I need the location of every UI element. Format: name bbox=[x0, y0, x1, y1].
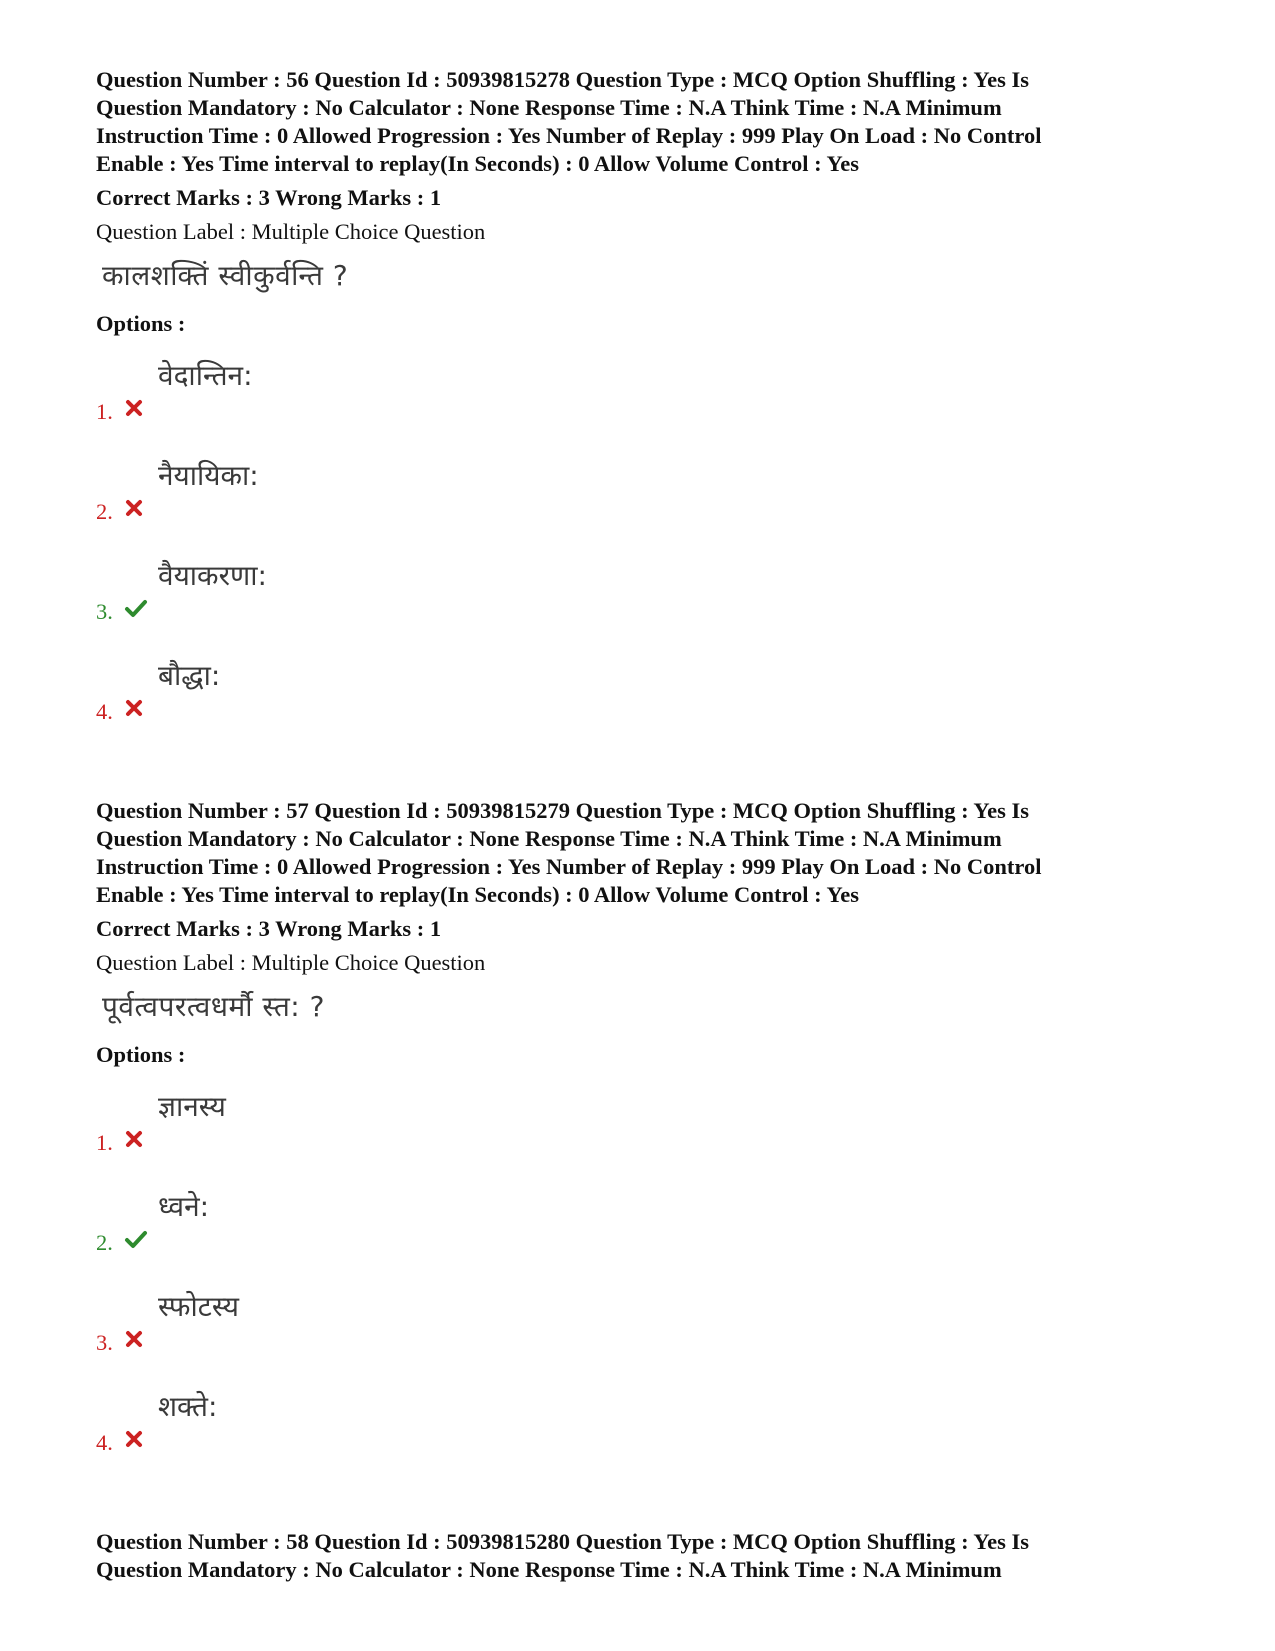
check-icon bbox=[124, 598, 144, 618]
option-item bbox=[96, 556, 1176, 656]
option-item bbox=[96, 1387, 1176, 1487]
meta-line: Question Number : 58 Question Id : 50939815280 Question Type : MCQ Option Shuffling : Yes Is bbox=[96, 1529, 1030, 1554]
meta-line: Question Mandatory : No Calculator : None Response Time : N.A Think Time : N.A Minimum bbox=[96, 95, 1002, 120]
option-number: 3. bbox=[96, 1330, 113, 1355]
cross-icon bbox=[124, 498, 144, 518]
meta-line: Instruction Time : 0 Allowed Progression : Yes Number of Replay : 999 Play On Load : No Control bbox=[96, 854, 1042, 879]
cross-icon bbox=[124, 1429, 144, 1449]
meta-line: Question Mandatory : No Calculator : None Response Time : N.A Think Time : N.A Minimum bbox=[96, 1557, 1002, 1582]
option-number: 1. bbox=[96, 1130, 113, 1155]
question-meta bbox=[96, 66, 1176, 178]
option-number: 4. bbox=[96, 699, 113, 724]
cross-icon bbox=[124, 1129, 144, 1149]
cross-icon bbox=[124, 698, 144, 718]
options-list bbox=[96, 356, 1176, 756]
option-text: बौद्धा: bbox=[158, 659, 221, 692]
option-item bbox=[96, 1287, 1176, 1387]
marks-line: Correct Marks : 3 Wrong Marks : 1 bbox=[96, 185, 442, 210]
option-item bbox=[96, 456, 1176, 556]
option-number: 3. bbox=[96, 599, 113, 624]
meta-line: Instruction Time : 0 Allowed Progression : Yes Number of Replay : 999 Play On Load : No Control bbox=[96, 123, 1042, 148]
question-meta bbox=[96, 1528, 1176, 1584]
meta-line: Enable : Yes Time interval to replay(In Seconds) : 0 Allow Volume Control : Yes bbox=[96, 151, 859, 176]
question-label: Question Label : Multiple Choice Question bbox=[96, 219, 486, 244]
question-block-58 bbox=[96, 1528, 1176, 1584]
option-number: 2. bbox=[96, 499, 113, 524]
options-list bbox=[96, 1087, 1176, 1487]
cross-icon bbox=[124, 1329, 144, 1349]
option-item bbox=[96, 656, 1176, 756]
meta-line: Enable : Yes Time interval to replay(In Seconds) : 0 Allow Volume Control : Yes bbox=[96, 882, 859, 907]
meta-line: Question Mandatory : No Calculator : None Response Time : N.A Think Time : N.A Minimum bbox=[96, 826, 1002, 851]
option-number: 4. bbox=[96, 1430, 113, 1455]
options-title: Options : bbox=[96, 1042, 186, 1067]
option-number: 2. bbox=[96, 1230, 113, 1255]
option-item bbox=[96, 1187, 1176, 1287]
option-text: ध्वने: bbox=[158, 1190, 210, 1223]
question-text: पूर्वत्वपरत्वधर्मौ स्त: ? bbox=[102, 990, 325, 1023]
question-label: Question Label : Multiple Choice Question bbox=[96, 950, 486, 975]
option-item bbox=[96, 1087, 1176, 1187]
check-icon bbox=[124, 1229, 144, 1249]
question-meta bbox=[96, 797, 1176, 909]
option-text: वैयाकरणा: bbox=[158, 559, 267, 592]
options-title: Options : bbox=[96, 311, 186, 336]
option-number: 1. bbox=[96, 399, 113, 424]
question-block-56 bbox=[96, 66, 1176, 756]
marks-line: Correct Marks : 3 Wrong Marks : 1 bbox=[96, 916, 442, 941]
option-text: ज्ञानस्य bbox=[158, 1090, 226, 1123]
option-text: स्फोटस्य bbox=[158, 1290, 239, 1323]
question-text: कालशक्तिं स्वीकुर्वन्ति ? bbox=[102, 259, 349, 292]
cross-icon bbox=[124, 398, 144, 418]
meta-line: Question Number : 56 Question Id : 50939815278 Question Type : MCQ Option Shuffling : Yes Is bbox=[96, 67, 1030, 92]
option-text: शक्ते: bbox=[158, 1390, 218, 1423]
meta-line: Question Number : 57 Question Id : 50939815279 Question Type : MCQ Option Shuffling : Yes Is bbox=[96, 798, 1030, 823]
option-text: नैयायिका: bbox=[158, 459, 259, 492]
option-text: वेदान्तिन: bbox=[158, 359, 253, 392]
option-item bbox=[96, 356, 1176, 456]
question-block-57 bbox=[96, 797, 1176, 1487]
